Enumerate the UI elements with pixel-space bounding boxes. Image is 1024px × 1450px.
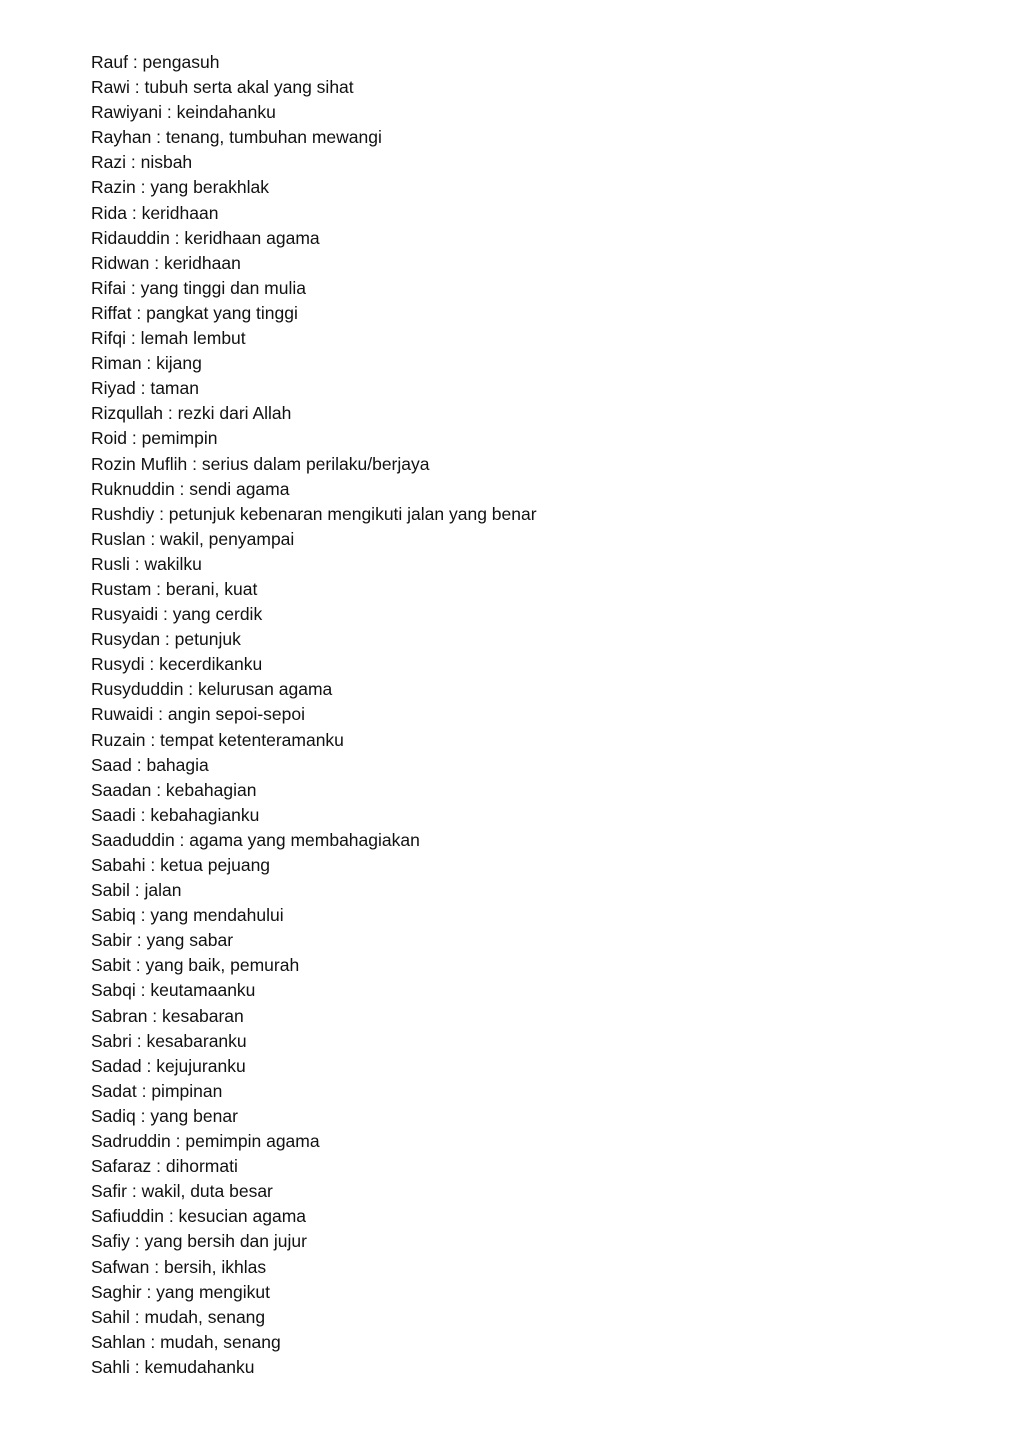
- list-item: Rifqi : lemah lembut: [91, 328, 246, 349]
- list-item: Sahli : kemudahanku: [91, 1356, 255, 1377]
- list-item: Rawi : tubuh serta akal yang sihat: [91, 77, 354, 98]
- list-item: Ridwan : keridhaan: [91, 252, 241, 273]
- list-item: Saad : bahagia: [91, 754, 209, 775]
- list-item: Sahil : mudah, senang: [91, 1306, 266, 1327]
- list-item: Safir : wakil, duta besar: [91, 1181, 273, 1202]
- list-item: Rizqullah : rezki dari Allah: [91, 403, 292, 424]
- list-item: Rusyaidi : yang cerdik: [91, 604, 263, 625]
- list-item: Riman : kijang: [91, 353, 202, 374]
- list-item: Sabiq : yang mendahului: [91, 905, 284, 926]
- list-item: Rayhan : tenang, tumbuhan mewangi: [91, 127, 382, 148]
- list-item: Saghir : yang mengikut: [91, 1281, 270, 1302]
- list-item: Rustam : berani, kuat: [91, 578, 258, 599]
- list-item: Razi : nisbah: [91, 152, 193, 173]
- list-item: Rusyduddin : kelurusan agama: [91, 679, 333, 700]
- list-item: Ridauddin : keridhaan agama: [91, 227, 320, 248]
- list-item: Rauf : pengasuh: [91, 52, 220, 72]
- list-item: Rusydan : petunjuk: [91, 629, 241, 650]
- list-item: Rawiyani : keindahanku: [91, 102, 276, 123]
- list-item: Ruslan : wakil, penyampai: [91, 528, 295, 549]
- list-item: Razin : yang berakhlak: [91, 177, 270, 198]
- list-item: Sabir : yang sabar: [91, 930, 234, 951]
- list-item: Saaduddin : agama yang membahagiakan: [91, 829, 420, 850]
- list-item: Sabri : kesabaranku: [91, 1030, 247, 1051]
- list-item: Ruwaidi : angin sepoi-sepoi: [91, 704, 306, 725]
- list-item: Rushdiy : petunjuk kebenaran mengikuti jalan yang benar: [91, 503, 537, 524]
- list-item: Rusydi : kecerdikanku: [91, 654, 263, 675]
- list-item: Rifai : yang tinggi dan mulia: [91, 277, 306, 298]
- list-item: Safwan : bersih, ikhlas: [91, 1256, 267, 1277]
- list-item: Sadiq : yang benar: [91, 1105, 238, 1126]
- list-item: Sabahi : ketua pejuang: [91, 855, 271, 875]
- list-item: Roid : pemimpin: [91, 428, 218, 449]
- list-item: Safiuddin : kesucian agama: [91, 1206, 306, 1227]
- list-item: Sadruddin : pemimpin agama: [91, 1131, 320, 1152]
- list-item: Sabqi : keutamaanku: [91, 980, 256, 1001]
- list-item: Safaraz : dihormati: [91, 1156, 238, 1177]
- list-item: Safiy : yang bersih dan jujur: [91, 1231, 307, 1252]
- list-item: Rozin Muflih : serius dalam perilaku/berjaya: [91, 453, 430, 474]
- list-item: Riffat : pangkat yang tinggi: [91, 302, 298, 323]
- list-item: Rusli : wakilku: [91, 553, 202, 574]
- list-item: Saadan : kebahagian: [91, 779, 257, 800]
- list-item: Sahlan : mudah, senang: [91, 1331, 281, 1352]
- list-item: Sabit : yang baik, pemurah: [91, 955, 300, 976]
- list-item: Rida : keridhaan: [91, 202, 219, 223]
- list-item: Ruknuddin : sendi agama: [91, 478, 290, 499]
- list-item: Riyad : taman: [91, 378, 199, 399]
- list-item: Sadad : kejujuranku: [91, 1055, 246, 1076]
- list-item: Saadi : kebahagianku: [91, 804, 260, 825]
- name-meaning-list: [91, 50, 537, 1380]
- list-item: Sadat : pimpinan: [91, 1080, 223, 1101]
- list-item: Ruzain : tempat ketenteramanku: [91, 729, 344, 750]
- list-item: Sabran : kesabaran: [91, 1005, 244, 1026]
- list-item: Sabil : jalan: [91, 880, 182, 901]
